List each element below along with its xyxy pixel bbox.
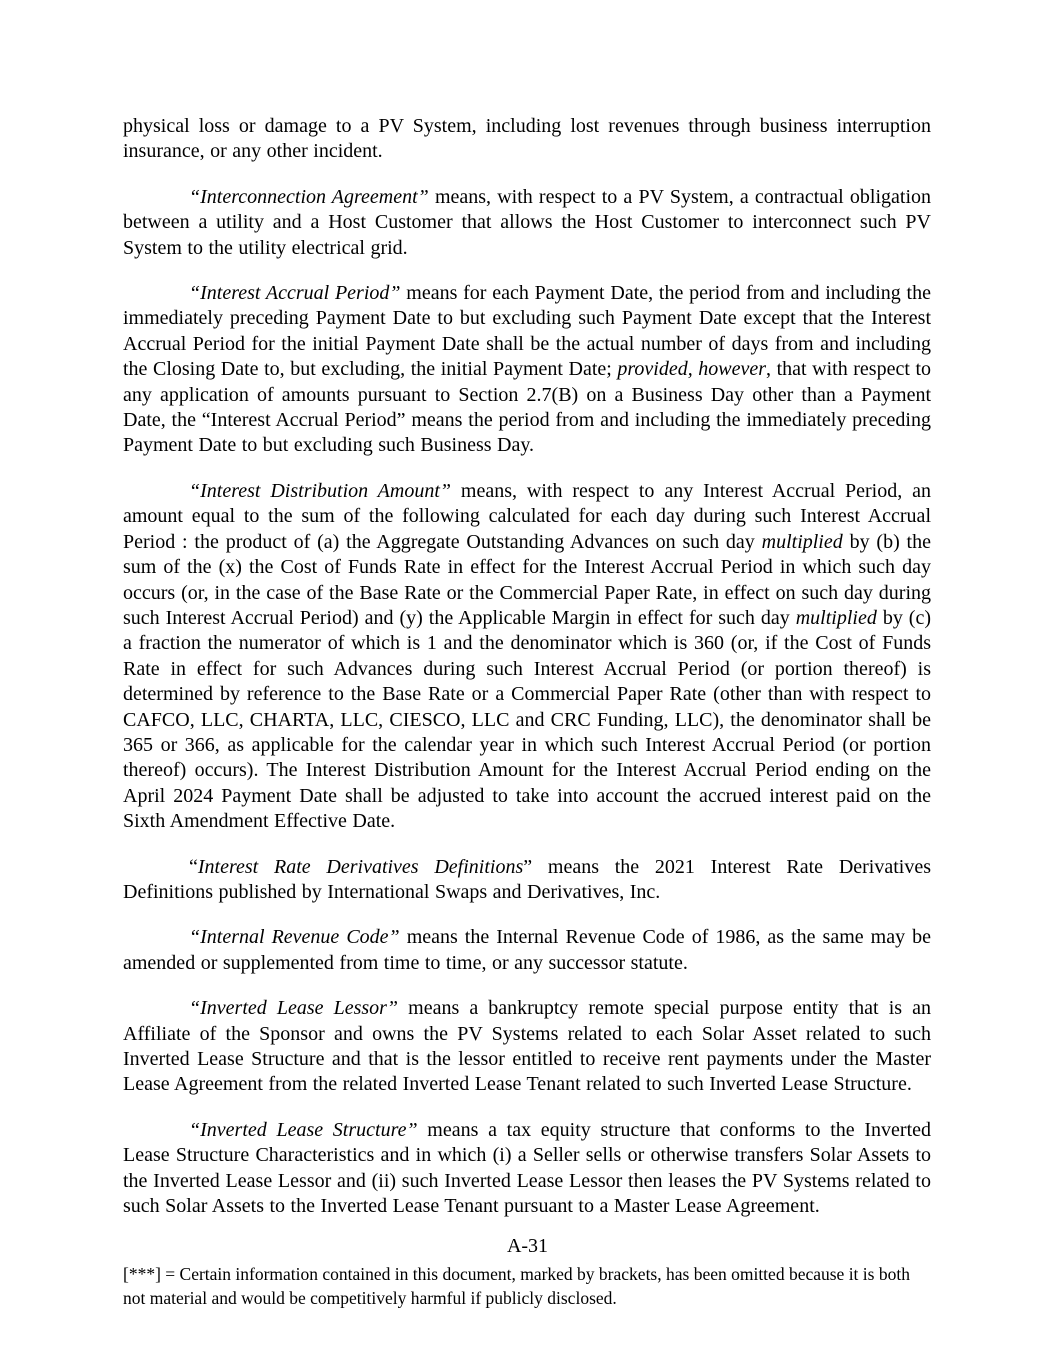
- defined-term: “Interconnection Agreement”: [189, 185, 429, 208]
- defined-term: “Inverted Lease Structure”: [189, 1118, 418, 1141]
- text-segment: means, with respect to a PV System, a contractual obligation between a utility and a Host Customer that allows the Host Customer to interconnect such PV System to the utility electrical grid.: [123, 185, 931, 259]
- paragraph: [123, 996, 931, 1098]
- paragraph: [123, 925, 931, 976]
- defined-term: “Interest Distribution Amount”: [189, 479, 452, 502]
- paragraph: [123, 1118, 931, 1220]
- defined-term: multiplied: [761, 530, 843, 553]
- paragraph: [123, 281, 931, 459]
- text-segment: “: [189, 855, 198, 878]
- paragraph: [123, 855, 931, 906]
- text-segment: physical loss or damage to a PV System, including lost revenues through business interruption insurance, or any other incident.: [123, 115, 931, 163]
- paragraph: [123, 114, 931, 165]
- footnote: [***] = Certain information contained in this document, marked by brackets, has been omitted because it is both not material and would be competitively harmful if publicly disclosed.: [123, 1264, 910, 1308]
- text-segment: means the Internal Revenue Code of 1986, as the same may be amended or supplemented from time to time, or any successor statute.: [123, 926, 932, 974]
- text-segment: ” means the 2021 Interest Rate Derivatives Definitions published by International Swaps and Derivatives, Inc.: [123, 855, 932, 903]
- paragraph: [123, 185, 931, 261]
- defined-term: multiplied: [795, 606, 877, 629]
- page-number: A-31: [506, 1235, 549, 1257]
- paragraph: [123, 479, 931, 835]
- defined-term: provided, however: [617, 358, 767, 381]
- text-segment: means for each Payment Date, the period from and including the immediately preceding Payment Date to but excluding such Payment Date except that the Interest Accrual Period for the initial Payment Date shall be the actual number of days from and including the Closing Date to, but excluding, the initial Payment Date;: [123, 282, 931, 381]
- defined-term: “Internal Revenue Code”: [189, 926, 400, 949]
- text-segment: , that with respect to any application of amounts pursuant to Section 2.7(B) on a Business Day other than a Payment Date, the “Interest Accrual Period” means the period from and including the immediately preceding Payment Date to but excluding such Business Day.: [123, 358, 932, 457]
- document-body: [123, 114, 931, 1239]
- text-segment: means, with respect to any Interest Accrual Period, an amount equal to the sum of the following calculated for each day during such Interest Accrual Period : the product of (a) the Aggregate Outstanding Advances on such day: [123, 479, 932, 553]
- text-segment: means a bankruptcy remote special purpose entity that is an Affiliate of the Sponsor and owns the PV Systems related to each Solar Asset related to such Inverted Lease Structure and that is the lessor entitled to receive rent payments under the Master Lease Agreement from the related Inverted Lease Tenant related to such Inverted Lease Structure.: [123, 997, 931, 1096]
- text-segment: by (b) the sum of the (x) the Cost of Funds Rate in effect for the Interest Accrual Period in which such day occurs (or, in the case of the Base Rate or the Commercial Paper Rate, in effect on such day during such Interest Accrual Period) and (y) the Applicable Margin in effect for such day: [123, 530, 931, 629]
- text-segment: by (c) a fraction the numerator of which is 1 and the denominator which is 360 (or, if the Cost of Funds Rate in effect for such Advances during such Interest Accrual Period (or portion thereof) is determined by reference to the Base Rate or a Commercial Paper Rate (other than with respect to CAFCO, LLC, CHARTA, LLC, CIESCO, LLC and CRC Funding, LLC), the denominator shall be 365 or 366, as applicable for the calendar year in which such Interest Accrual Period (or portion thereof) occurs). The Interest Distribution Amount for the Interest Accrual Period ending on the April 2024 Payment Date shall be adjusted to take into account the accrued interest paid on the Sixth Amendment Effective Date.: [123, 606, 931, 833]
- defined-term: “Interest Accrual Period”: [189, 282, 401, 305]
- defined-term: “Inverted Lease Lessor”: [189, 997, 399, 1020]
- text-segment: means a tax equity structure that conforms to the Inverted Lease Structure Characteristics and in which (i) a Seller sells or otherwise transfers Solar Assets to the Inverted Lease Lessor and (ii) such Inverted Lease Lessor then leases the PV Systems related to such Solar Assets to the Inverted Lease Tenant pursuant to a Master Lease Agreement.: [123, 1118, 931, 1218]
- defined-term: Interest Rate Derivatives Definitions: [197, 855, 524, 878]
